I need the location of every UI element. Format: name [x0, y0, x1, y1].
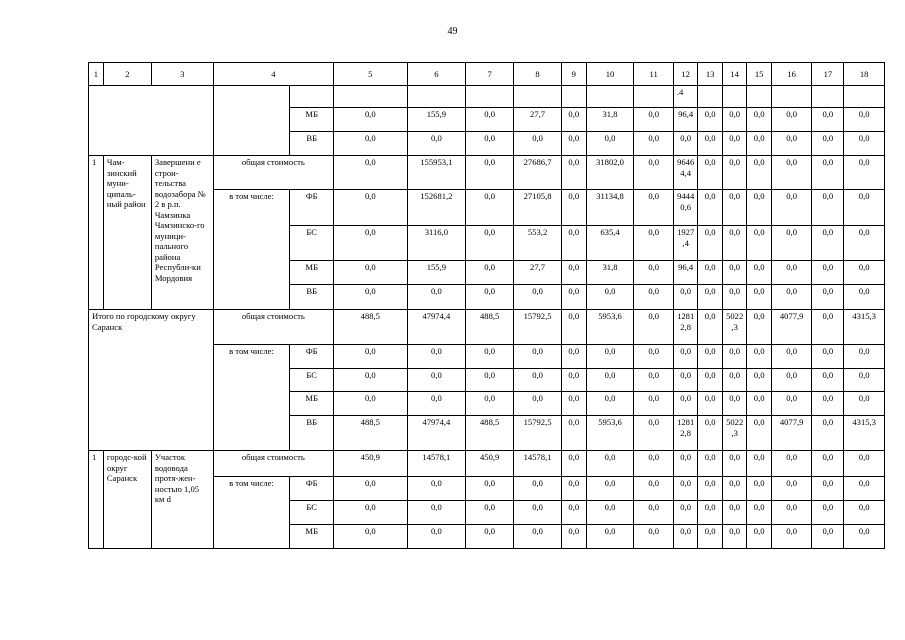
value-cell: 0,0 [771, 132, 811, 156]
value-cell: 0,0 [844, 226, 885, 261]
value-cell: 0,0 [562, 525, 587, 549]
value-cell: 0,0 [562, 285, 587, 310]
value-cell: 0,0 [634, 392, 673, 416]
value-cell: 0,0 [407, 345, 466, 369]
header-cell: 2 [103, 63, 151, 86]
value-cell: 0,0 [771, 108, 811, 132]
value-cell: 5953,6 [586, 310, 634, 345]
value-cell: 0,0 [586, 501, 634, 525]
object-description: Участок водовода протя-жен-ностью 1,05 км d [151, 451, 213, 549]
value-cell: 0,0 [812, 132, 844, 156]
value-cell: 0,0 [844, 108, 885, 132]
value-cell: 0,0 [844, 285, 885, 310]
fund-label: МБ [290, 525, 334, 549]
value-cell: 4315,3 [844, 416, 885, 451]
value-cell: 0,0 [673, 285, 698, 310]
value-cell: 0,0 [673, 345, 698, 369]
value-cell: 0,0 [698, 416, 723, 451]
value-cell: 0,0 [844, 392, 885, 416]
value-cell: 4315,3 [844, 310, 885, 345]
value-cell: 0,0 [771, 451, 811, 477]
value-cell: 0,0 [844, 477, 885, 501]
value-cell: 27,7 [514, 261, 562, 285]
value-cell: 0,0 [673, 501, 698, 525]
value-cell: 0,0 [334, 345, 408, 369]
header-cell: 3 [151, 63, 213, 86]
value-cell: 0,0 [771, 226, 811, 261]
fund-label: ФБ [290, 190, 334, 226]
value-cell: 0,0 [334, 156, 408, 190]
value-cell [698, 86, 723, 108]
object-description: Завершени е строи-тельства водозабора № 2 в р.п. Чамзинка Чамзинско-го муници-пального района Республи-ки Мордовия [151, 156, 213, 310]
value-cell: 0,0 [812, 451, 844, 477]
value-cell: 0,0 [812, 310, 844, 345]
value-cell: 0,0 [634, 132, 673, 156]
value-cell: 155953,1 [407, 156, 466, 190]
value-cell: 0,0 [334, 285, 408, 310]
value-cell: 14578,1 [407, 451, 466, 477]
table-row [89, 86, 885, 108]
value-cell: 152681,2 [407, 190, 466, 226]
value-cell: 0,0 [634, 285, 673, 310]
value-cell: 0,0 [747, 369, 772, 392]
value-cell: 0,0 [771, 477, 811, 501]
value-cell: 0,0 [466, 477, 514, 501]
row-number: 1 [89, 156, 104, 310]
value-cell: 0,0 [334, 501, 408, 525]
value-cell: 0,0 [844, 525, 885, 549]
value-cell: 0,0 [466, 226, 514, 261]
value-cell: 155,9 [407, 108, 466, 132]
header-cell: 8 [514, 63, 562, 86]
value-cell: 1281 2,8 [673, 416, 698, 451]
total-cost-label: общая стоимость [213, 310, 333, 345]
header-cell: 7 [466, 63, 514, 86]
value-cell: 0,0 [673, 132, 698, 156]
value-cell: 0,0 [747, 416, 772, 451]
value-cell: 0,0 [722, 156, 747, 190]
value-cell: 0,0 [562, 369, 587, 392]
value-cell: 5953,6 [586, 416, 634, 451]
value-cell: 0,0 [844, 190, 885, 226]
value-cell: 0,0 [812, 369, 844, 392]
value-cell: 0,0 [747, 190, 772, 226]
municipality-name: городс-кой округ Саранск [103, 451, 151, 549]
value-cell: 3116,0 [407, 226, 466, 261]
value-cell: 0,0 [562, 108, 587, 132]
value-cell: 0,0 [698, 285, 723, 310]
value-cell: 0,0 [562, 345, 587, 369]
header-cell: 6 [407, 63, 466, 86]
value-cell: 0,0 [514, 392, 562, 416]
value-cell [586, 86, 634, 108]
value-cell: 0,0 [812, 477, 844, 501]
value-cell: 0,0 [747, 477, 772, 501]
value-cell: 27,7 [514, 108, 562, 132]
value-cell: 0,0 [562, 416, 587, 451]
value-cell: 0,0 [698, 190, 723, 226]
value-cell [562, 86, 587, 108]
value-cell: 0,0 [634, 525, 673, 549]
value-cell: 0,0 [514, 501, 562, 525]
value-cell [514, 86, 562, 108]
value-cell: 0,0 [586, 451, 634, 477]
value-cell: 0,0 [812, 285, 844, 310]
value-cell: 0,0 [812, 392, 844, 416]
value-cell: 27686,7 [514, 156, 562, 190]
value-cell: 0,0 [514, 477, 562, 501]
value-cell: 31,8 [586, 108, 634, 132]
value-cell: 0,0 [634, 190, 673, 226]
municipality-name: Чам-зинский муни-ципаль-ный район [103, 156, 151, 310]
value-cell: 4077,9 [771, 416, 811, 451]
value-cell: 5022 ,3 [722, 310, 747, 345]
value-cell: 0,0 [334, 108, 408, 132]
header-cell: 17 [812, 63, 844, 86]
value-cell: 0,0 [698, 345, 723, 369]
fund-label: ВБ [290, 285, 334, 310]
value-cell: 0,0 [722, 285, 747, 310]
value-cell: 27105,8 [514, 190, 562, 226]
fund-label: МБ [290, 261, 334, 285]
value-cell: 0,0 [747, 451, 772, 477]
value-cell: 0,0 [586, 285, 634, 310]
value-cell: 0,0 [812, 108, 844, 132]
value-cell: 635,4 [586, 226, 634, 261]
header-cell: 15 [747, 63, 772, 86]
value-cell [407, 86, 466, 108]
value-cell: 553,2 [514, 226, 562, 261]
value-cell [466, 86, 514, 108]
header-cell: 9 [562, 63, 587, 86]
value-cell: 0,0 [747, 261, 772, 285]
value-cell: 155,9 [407, 261, 466, 285]
value-cell: 0,0 [634, 369, 673, 392]
value-cell: 0,0 [722, 392, 747, 416]
value-cell: 0,0 [634, 501, 673, 525]
value-cell: 0,0 [466, 156, 514, 190]
fund-label: БС [290, 501, 334, 525]
value-cell: 0,0 [514, 345, 562, 369]
value-cell: 0,0 [562, 156, 587, 190]
value-cell: 0,0 [771, 501, 811, 525]
value-cell: 0,0 [698, 132, 723, 156]
value-cell: 31134,8 [586, 190, 634, 226]
including-label: в том числе: [213, 345, 290, 451]
value-cell: 0,0 [562, 501, 587, 525]
value-cell: 0,0 [698, 477, 723, 501]
value-cell: 0,0 [466, 190, 514, 226]
value-cell: 0,0 [771, 261, 811, 285]
value-cell: 0,0 [771, 525, 811, 549]
value-cell: 0,0 [334, 369, 408, 392]
value-cell: 0,0 [812, 156, 844, 190]
value-cell: 0,0 [466, 132, 514, 156]
value-cell: 0,0 [466, 261, 514, 285]
value-cell [634, 86, 673, 108]
value-cell: 1281 2,8 [673, 310, 698, 345]
value-cell: 0,0 [407, 392, 466, 416]
value-cell: 5022 ,3 [722, 416, 747, 451]
value-cell: 14578,1 [514, 451, 562, 477]
value-cell: 0,0 [634, 108, 673, 132]
fund-label: ВБ [290, 132, 334, 156]
fund-label: МБ [290, 392, 334, 416]
total-cost-label: общая стоимость [213, 451, 333, 477]
header-cell: 18 [844, 63, 885, 86]
value-cell: 0,0 [722, 345, 747, 369]
value-cell: 0,0 [586, 345, 634, 369]
value-cell: 31,8 [586, 261, 634, 285]
page-number: 49 [447, 26, 458, 37]
value-cell: 0,0 [586, 369, 634, 392]
value-cell: 0,0 [562, 226, 587, 261]
value-cell: 0,0 [466, 108, 514, 132]
value-cell: 0,0 [634, 310, 673, 345]
value-cell: 0,0 [562, 392, 587, 416]
fund-label: БС [290, 226, 334, 261]
value-cell: 450,9 [466, 451, 514, 477]
value-cell: 0,0 [722, 226, 747, 261]
continuation-blank [213, 86, 290, 156]
total-cost-label: общая стоимость [213, 156, 333, 190]
value-cell: 0,0 [562, 310, 587, 345]
value-cell: 0,0 [334, 132, 408, 156]
value-cell: 0,0 [698, 156, 723, 190]
financing-table [88, 62, 885, 549]
value-cell: 450,9 [334, 451, 408, 477]
value-cell: 0,0 [698, 451, 723, 477]
header-cell: 4 [213, 63, 333, 86]
value-cell: 0,0 [844, 451, 885, 477]
value-cell: 0,0 [698, 501, 723, 525]
row-number: 1 [89, 451, 104, 549]
value-cell [844, 86, 885, 108]
value-cell: 0,0 [722, 525, 747, 549]
value-cell: 0,0 [466, 525, 514, 549]
value-cell [722, 86, 747, 108]
value-cell: 0,0 [407, 132, 466, 156]
value-cell: 0,0 [771, 285, 811, 310]
value-cell: 0,0 [407, 369, 466, 392]
value-cell: 0,0 [634, 226, 673, 261]
value-cell: 0,0 [407, 477, 466, 501]
value-cell: 96,4 [673, 261, 698, 285]
value-cell: 0,0 [562, 261, 587, 285]
value-cell: 0,0 [698, 226, 723, 261]
value-cell: 0,0 [634, 261, 673, 285]
header-cell: 16 [771, 63, 811, 86]
value-cell: 0,0 [812, 190, 844, 226]
value-cell: 0,0 [698, 108, 723, 132]
value-cell: 0,0 [586, 392, 634, 416]
value-cell: 0,0 [466, 501, 514, 525]
value-cell: 0,0 [747, 525, 772, 549]
value-cell: 0,0 [844, 132, 885, 156]
table-row [89, 310, 885, 345]
value-cell: 488,5 [334, 310, 408, 345]
value-cell: 0,0 [586, 132, 634, 156]
value-cell: 0,0 [771, 190, 811, 226]
value-cell: 0,0 [562, 451, 587, 477]
including-label: в том числе: [213, 190, 290, 310]
value-cell [334, 86, 408, 108]
value-cell: 0,0 [771, 156, 811, 190]
value-cell [747, 86, 772, 108]
value-cell: 1927 ,4 [673, 226, 698, 261]
value-cell: 0,0 [334, 190, 408, 226]
value-cell: 0,0 [698, 525, 723, 549]
value-cell: 0,0 [747, 345, 772, 369]
header-cell: 5 [334, 63, 408, 86]
value-cell: 0,0 [844, 369, 885, 392]
value-cell: 0,0 [722, 190, 747, 226]
value-cell: 0,0 [812, 345, 844, 369]
value-cell: 0,0 [698, 392, 723, 416]
value-cell: 0,0 [812, 416, 844, 451]
value-cell: 0,0 [334, 392, 408, 416]
value-cell [812, 86, 844, 108]
value-cell: 0,0 [747, 156, 772, 190]
table-row [89, 451, 885, 477]
value-cell: 488,5 [334, 416, 408, 451]
value-cell: 0,0 [334, 226, 408, 261]
value-cell: 0,0 [407, 525, 466, 549]
value-cell: 4077,9 [771, 310, 811, 345]
value-cell: 0,0 [466, 345, 514, 369]
header-cell: 13 [698, 63, 723, 86]
value-cell: 0,0 [812, 261, 844, 285]
continuation-blank [89, 86, 214, 156]
value-cell: 0,0 [562, 477, 587, 501]
header-cell: 1 [89, 63, 104, 86]
value-cell: 488,5 [466, 310, 514, 345]
value-cell: 0,0 [771, 392, 811, 416]
value-cell: 0,0 [673, 369, 698, 392]
value-cell: 0,0 [586, 477, 634, 501]
value-cell: 0,0 [844, 501, 885, 525]
value-cell: 0,0 [407, 285, 466, 310]
value-cell: 0,0 [747, 132, 772, 156]
value-cell: 0,0 [407, 501, 466, 525]
fund-label: МБ [290, 108, 334, 132]
value-cell: 0,0 [747, 108, 772, 132]
value-cell: 0,0 [514, 369, 562, 392]
fund-label: ФБ [290, 345, 334, 369]
value-cell: 0,0 [466, 369, 514, 392]
header-cell: 12 [673, 63, 698, 86]
value-cell: 0,0 [747, 392, 772, 416]
value-cell: 0,0 [334, 525, 408, 549]
header-cell: 11 [634, 63, 673, 86]
value-cell: 0,0 [673, 477, 698, 501]
value-cell: 15792,5 [514, 416, 562, 451]
value-cell: 0,0 [747, 501, 772, 525]
value-cell: 0,0 [812, 226, 844, 261]
table-row [89, 156, 885, 190]
value-cell: 0,0 [562, 132, 587, 156]
header-cell: 10 [586, 63, 634, 86]
value-cell: 0,0 [673, 392, 698, 416]
value-cell: 0,0 [673, 451, 698, 477]
value-cell: 0,0 [514, 525, 562, 549]
value-cell: 0,0 [722, 369, 747, 392]
value-cell: 0,0 [334, 477, 408, 501]
value-cell: 0,0 [634, 156, 673, 190]
value-cell: 9444 0,6 [673, 190, 698, 226]
value-cell: 15792,5 [514, 310, 562, 345]
header-row [89, 63, 885, 86]
value-cell: 0,0 [722, 108, 747, 132]
value-cell: 0,0 [698, 369, 723, 392]
fund-label: БС [290, 369, 334, 392]
header-cell: 14 [722, 63, 747, 86]
label-cell [290, 86, 334, 108]
value-cell: .4 [673, 86, 698, 108]
value-cell: 0,0 [466, 392, 514, 416]
value-cell: 0,0 [514, 132, 562, 156]
value-cell: 0,0 [722, 132, 747, 156]
value-cell: 0,0 [722, 451, 747, 477]
value-cell: 0,0 [634, 416, 673, 451]
value-cell: 0,0 [466, 285, 514, 310]
value-cell: 31802,0 [586, 156, 634, 190]
value-cell: 0,0 [722, 501, 747, 525]
value-cell: 0,0 [844, 261, 885, 285]
value-cell: 0,0 [634, 477, 673, 501]
value-cell: 0,0 [634, 451, 673, 477]
value-cell: 0,0 [844, 345, 885, 369]
fund-label: ФБ [290, 477, 334, 501]
value-cell [771, 86, 811, 108]
value-cell: 47974,4 [407, 416, 466, 451]
block-title: Итого по городскому округу Саранск [89, 310, 214, 451]
value-cell: 96,4 [673, 108, 698, 132]
value-cell: 0,0 [747, 285, 772, 310]
fund-label: ВБ [290, 416, 334, 451]
value-cell: 0,0 [812, 525, 844, 549]
including-label: в том числе: [213, 477, 290, 549]
value-cell: 47974,4 [407, 310, 466, 345]
value-cell: 0,0 [586, 525, 634, 549]
value-cell: 0,0 [747, 226, 772, 261]
value-cell: 0,0 [698, 310, 723, 345]
value-cell: 0,0 [844, 156, 885, 190]
value-cell: 0,0 [562, 190, 587, 226]
value-cell: 0,0 [747, 310, 772, 345]
value-cell: 0,0 [722, 261, 747, 285]
value-cell: 0,0 [722, 477, 747, 501]
value-cell: 9646 4,4 [673, 156, 698, 190]
value-cell: 0,0 [698, 261, 723, 285]
value-cell: 488,5 [466, 416, 514, 451]
value-cell: 0,0 [673, 525, 698, 549]
value-cell: 0,0 [634, 345, 673, 369]
value-cell: 0,0 [812, 501, 844, 525]
value-cell: 0,0 [334, 261, 408, 285]
value-cell: 0,0 [514, 285, 562, 310]
value-cell: 0,0 [771, 369, 811, 392]
value-cell: 0,0 [771, 345, 811, 369]
